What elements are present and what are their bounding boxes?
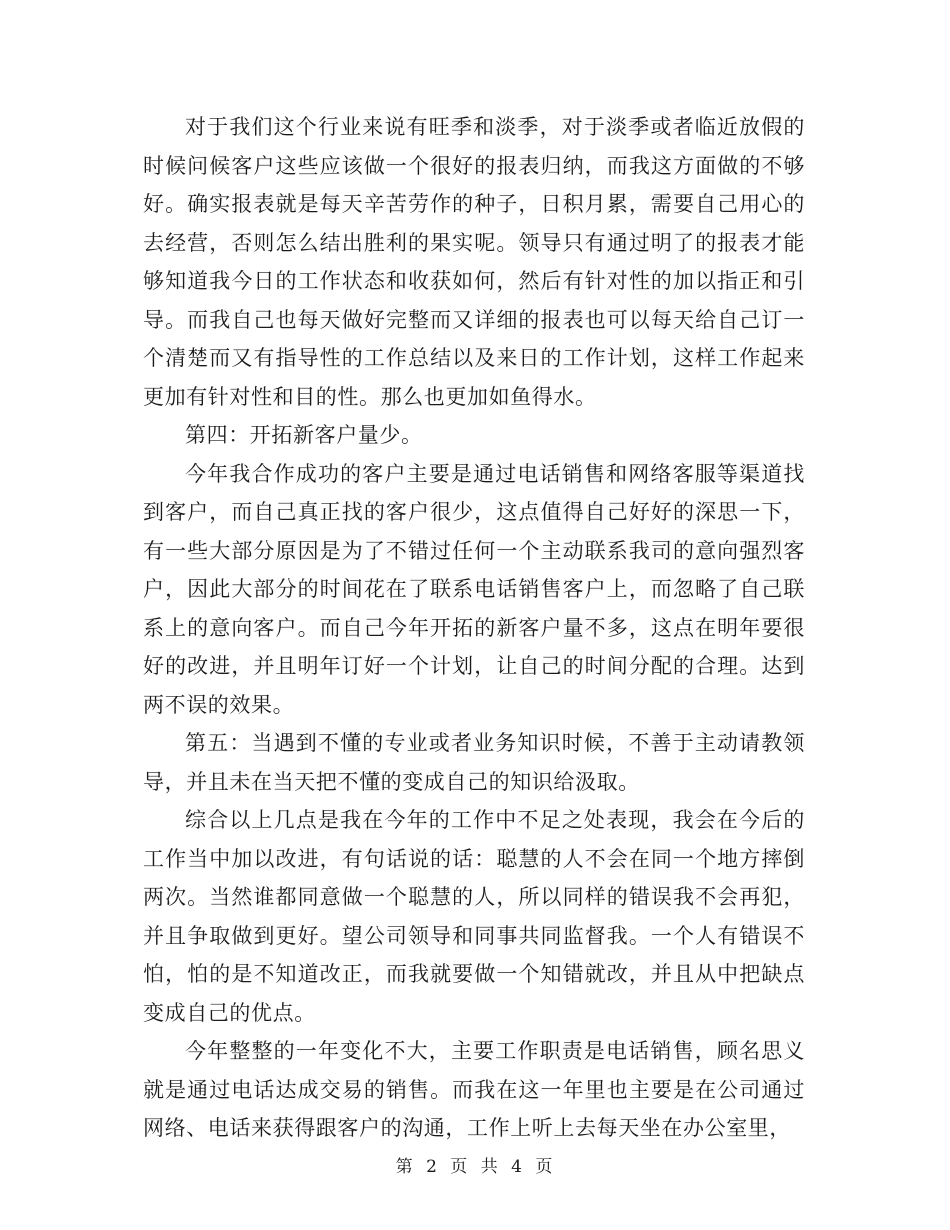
paragraph-heading-point-five: 第五：当遇到不懂的专业或者业务知识时候，不善于主动请教领导，并且未在当天把不懂的变成自己的知识给汲取。: [143, 731, 805, 794]
paragraph-heading-point-four: 第四：开拓新客户量少。: [185, 423, 423, 447]
paragraph-year-overview: 今年整整的一年变化不大，主要工作职责是电话销售，顾名思义就是通过电话达成交易的销售。而我在这一年里也主要是在公司通过网络、电话来获得跟客户的沟通，工作上听上去每天坐在办公室里，: [143, 1039, 805, 1140]
document-body: [143, 108, 805, 1148]
paragraph-new-clients: 今年我合作成功的客户主要是通过电话销售和网络客服等渠道找到客户，而自己真正找的客户很少，这点值得自己好好的深思一下，有一些大部分原因是为了不错过任何一个主动联系我司的意向强烈客户，因此大部分的时间花在了联系电话销售客户上，而忽略了自己联系上的意向客户。而自己今年开拓的新客户量不多，这点在明年要很好的改进，并且明年订好一个计划，让自己的时间分配的合理。达到两不误的效果。: [143, 461, 805, 717]
paragraph-report-summary: 对于我们这个行业来说有旺季和淡季，对于淡季或者临近放假的时候问候客户这些应该做一个很好的报表归纳，而我这方面做的不够好。确实报表就是每天辛苦劳作的种子，日积月累，需要自己用心的去经营，否则怎么结出胜利的果实呢。领导只有通过明了的报表才能够知道我今日的工作状态和收获如何，然后有针对性的加以指正和引导。而我自己也每天做好完整而又详细的报表也可以每天给自己订一个清楚而又有指导性的工作总结以及来日的工作计划，这样工作起来更加有针对性和目的性。那么也更加如鱼得水。: [143, 115, 805, 409]
page-number-footer: 第 2 页 共 4 页: [395, 1157, 555, 1177]
paragraph-conclusion: 综合以上几点是我在今年的工作中不足之处表现，我会在今后的工作当中加以改进，有句话说的话：聪慧的人不会在同一个地方摔倒两次。当然谁都同意做一个聪慧的人，所以同样的错误我不会再犯，并且争取做到更好。望公司领导和同事共同监督我。一个人有错误不怕，怕的是不知道改正，而我就要做一个知错就改，并且从中把缺点变成自己的优点。: [143, 808, 805, 1025]
